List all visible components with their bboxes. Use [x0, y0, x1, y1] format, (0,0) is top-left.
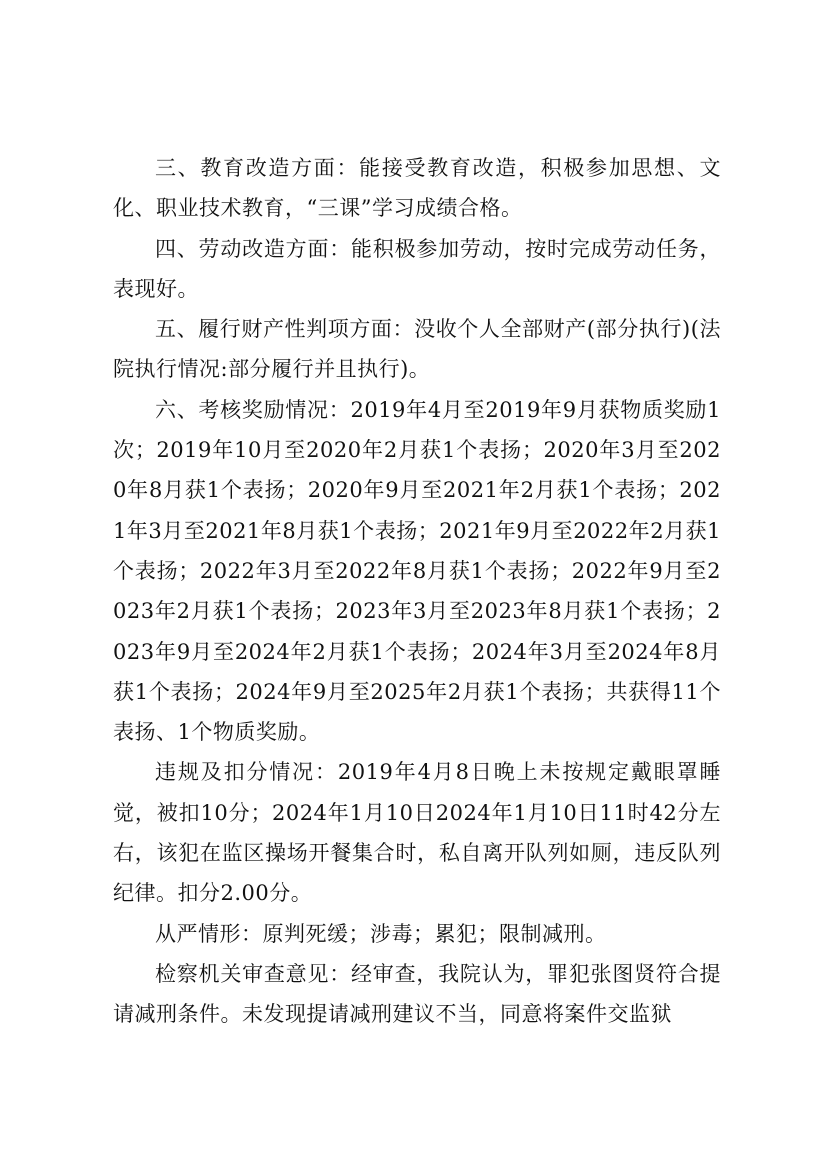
document-body [113, 148, 721, 1035]
paragraph-procuratorate-opinion: 检察机关审查意见：经审查，我院认为，罪犯张图贤符合提请减刑条件。未发现提请减刑建议不当，同意将案件交监狱 [113, 961, 721, 1027]
paragraph-strict-circumstances: 从严情形：原判死缓；涉毒；累犯；限制减刑。 [155, 921, 607, 946]
paragraph-rewards: 六、考核奖励情况：2019年4月至2019年9月获物质奖励1次；2019年10月至2020年2月获1个表扬；2020年3月至2020年8月获1个表扬；2020年9月至2021年2月获1个表扬；2021年3月至2021年8月获1个表扬；2021年9月至2022年2月获1个表扬；2022年3月至2022年8月获1个表扬；2022年9月至2023年2月获1个表扬；2023年3月至2023年8月获1个表扬；2023年9月至2024年2月获1个表扬；2024年3月至2024年8月获1个表扬；2024年9月至2025年2月获1个表扬；共获得11个表扬、1个物质奖励。 [113, 397, 721, 745]
paragraph-education-reform: 三、教育改造方面：能接受教育改造，积极参加思想、文化、职业技术教育，“三课”学习成绩合格。 [113, 156, 721, 221]
paragraph-property-judgment: 五、履行财产性判项方面：没收个人全部财产(部分执行)(法院执行情况:部分履行并且执行)。 [113, 317, 721, 382]
paragraph-labor-reform: 四、劳动改造方面：能积极参加劳动，按时完成劳动任务，表现好。 [113, 236, 721, 301]
paragraph-violations: 违规及扣分情况：2019年4月8日晚上未按规定戴眼罩睡觉，被扣10分；2024年1月10日2024年1月10日11时42分左右，该犯在监区操场开餐集合时，私自离开队列如厕，违反队列纪律。扣分2.00分。 [113, 760, 721, 906]
